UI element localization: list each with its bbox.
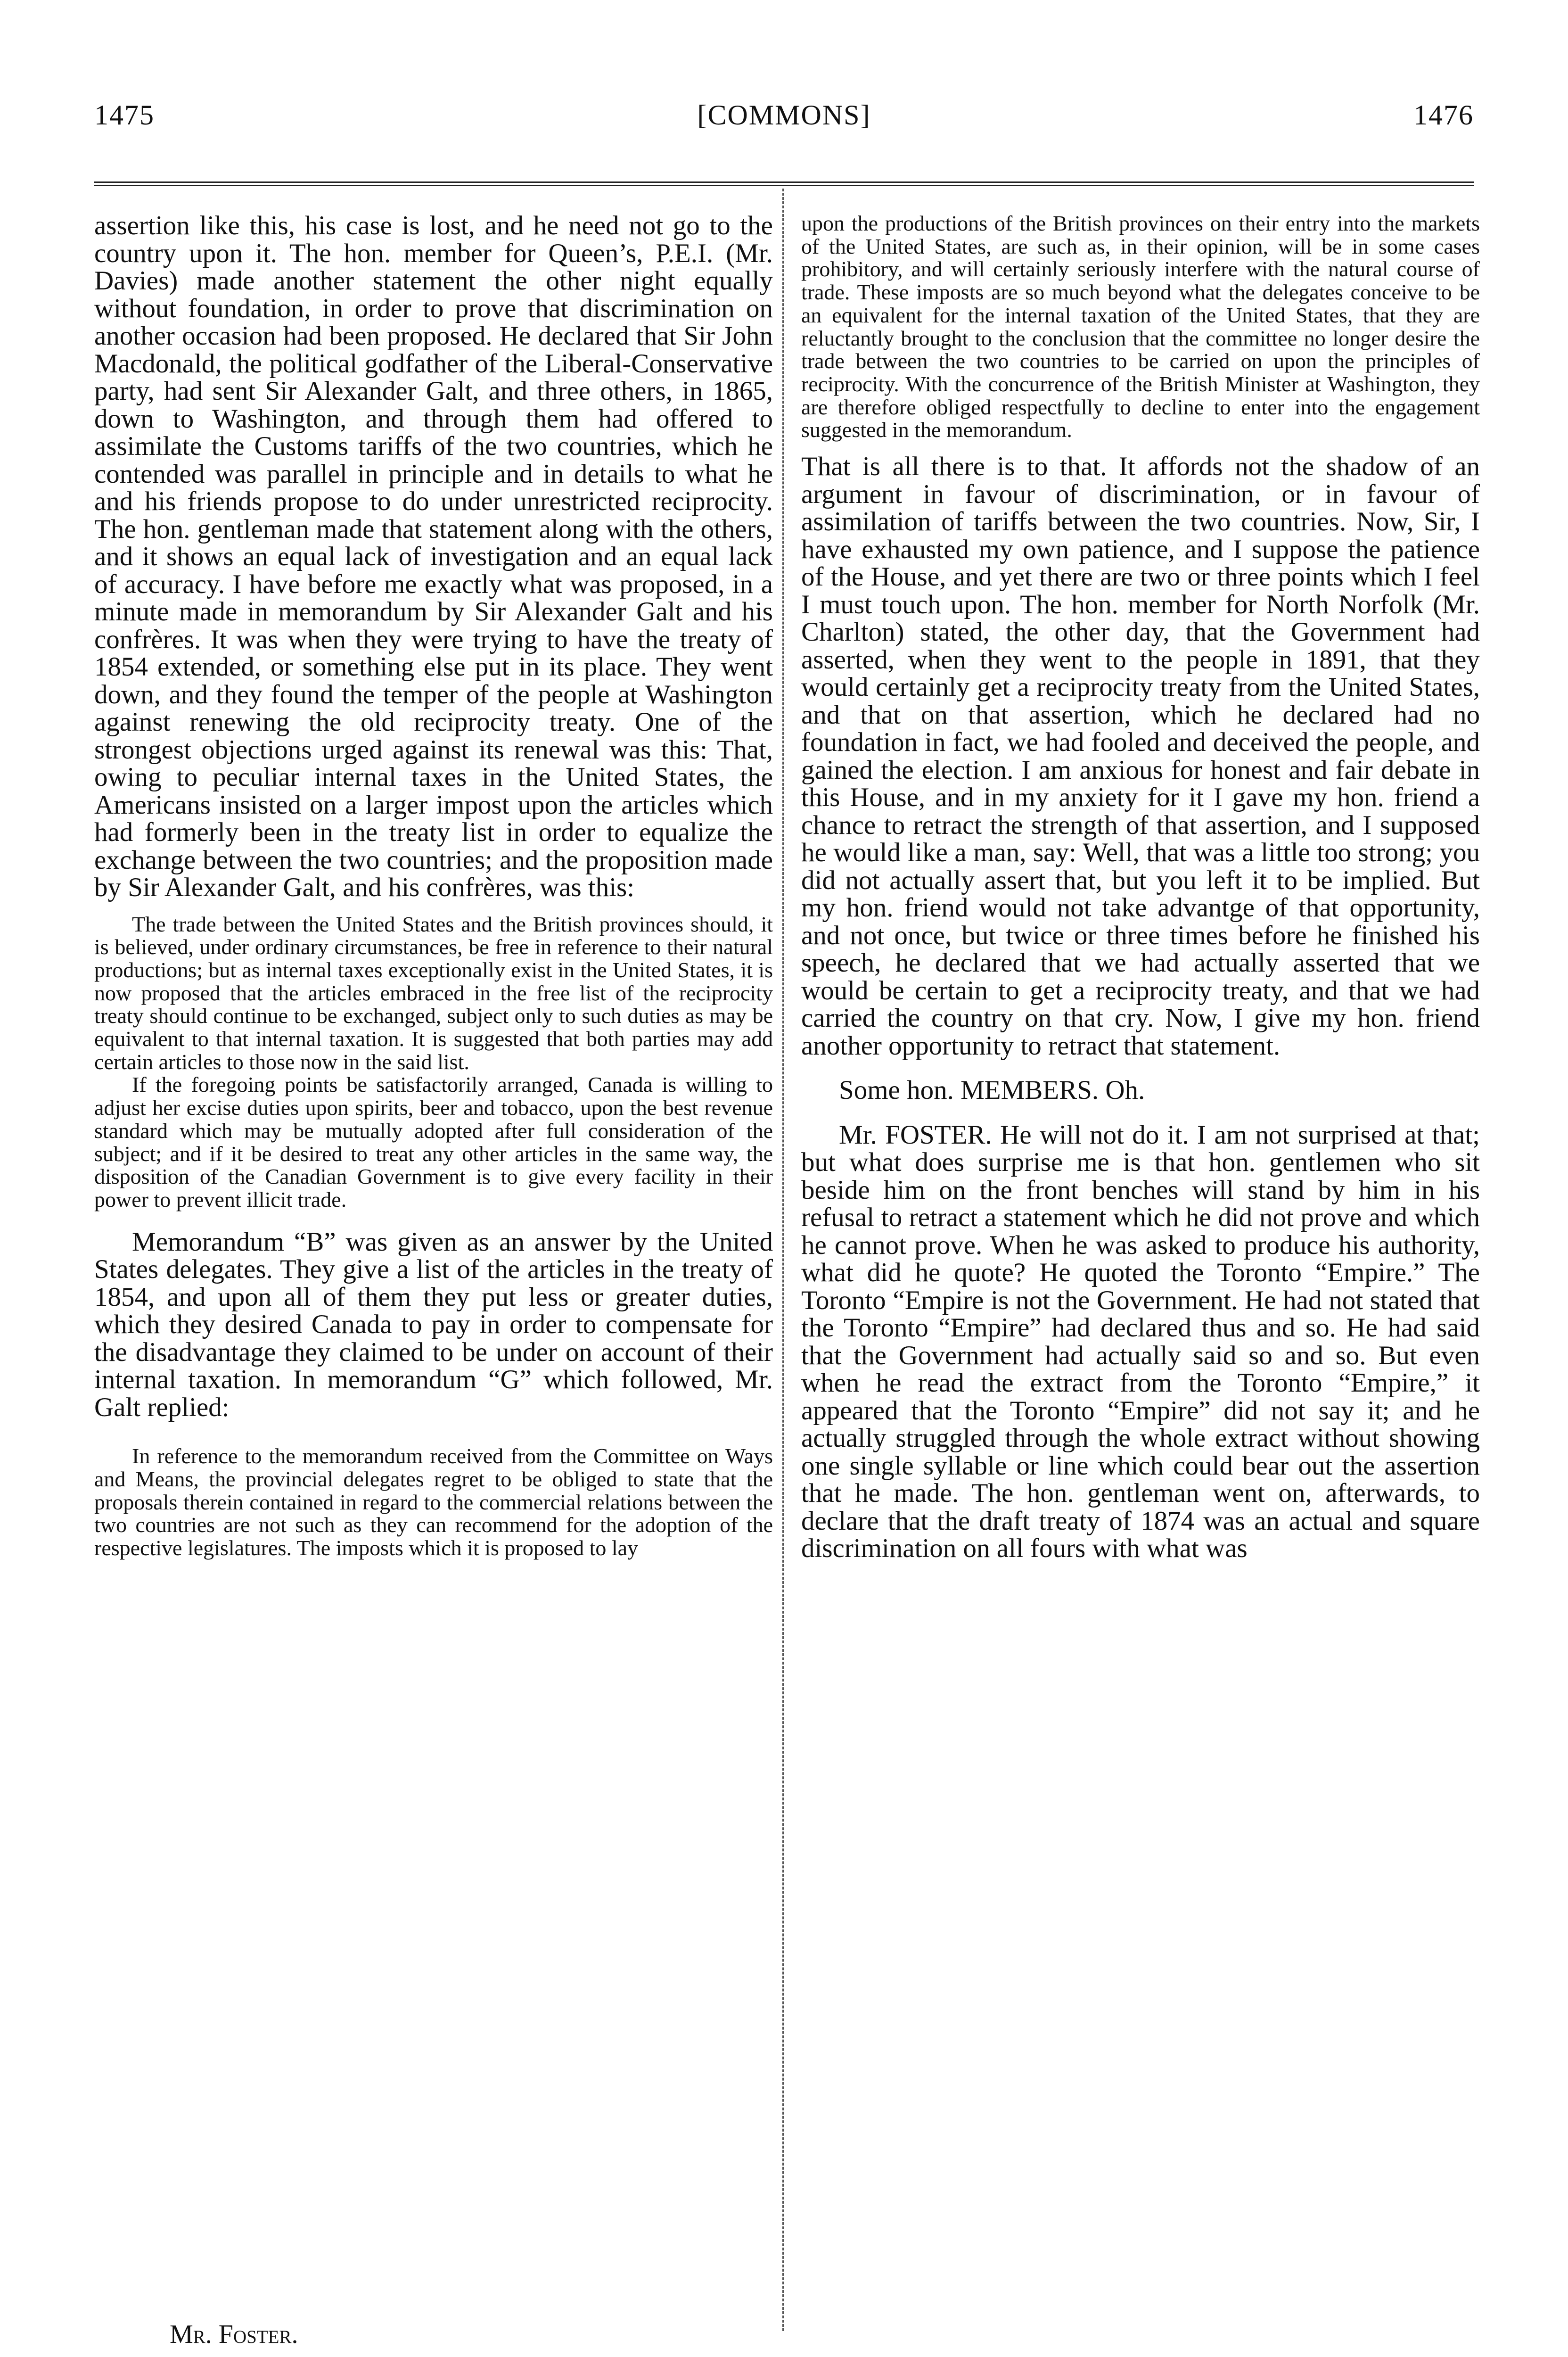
quoted-memorandum: The trade between the United States and the British provinces should, it is believed, under ordinary circumstances, be free in reference to their natural productions; but as internal taxes exceptionally exist in the United States, it is now proposed that the articles embraced in the free list of the reciprocity treaty should continue to be exchanged, subject only to such duties as may be equivalent to that internal taxation. It is suggested that both parties may add certain articles to those now in the said list.	[94, 912, 773, 1074]
page-number-left: 1475	[94, 99, 155, 131]
speech-paragraph: That is all there is to that. It affords not the shadow of an argument in favour of discrimination, or in favour of assimilation of tariffs between the two countries. Now, Sir, I have exhausted my own patience, and I suppose the patience of the House, and yet there are two or three points which I feel I must touch upon. The hon. member for North Norfolk (Mr. Charlton) stated, the other day, that the Government had asserted, when they went to the people in 1891, that they would certainly get a reciprocity treaty from the United States, and that on that assertion, which he declared had no foundation in fact, we had fooled and deceived the people, and gained the election. I am anxious for honest and fair debate in this House, and in my anxiety for it I gave my hon. friend a chance to retract the strength of that assertion, and I supposed he would like a man, say: Well, that was a little too strong; you did not actually assert that, but you left it to be implied. But my hon. friend would not take advantge of that opportunity, and not once, but twice or three times before he finished his speech, he declared that we had actually asserted that we would be certain to get a reciprocity treaty, and that we had carried the country on that cry. Now, I give my hon. friend another opportunity to retract that statement.	[801, 452, 1480, 1061]
page-number-right: 1476	[1413, 99, 1474, 131]
interjection: Some hon. MEMBERS. Oh.	[839, 1075, 1145, 1105]
speech-paragraph: Mr. FOSTER. He will not do it. I am not surprised at that; but what does surprise me is that hon. gentlemen who sit beside him on the front benches will stand by him in his refusal to retract a statement which he did not prove and which he cannot prove. When he was asked to produce his authority, what did he quote? He quoted the Toronto “Empire.” The Toronto “Empire is not the Government. He had not stated that the Toronto “Empire” had declared thus and so. He had said that the Government had actually said so and so. But even when he read the extract from the Toronto “Empire,” it appeared that the Toronto “Empire” did not say it; and he actually struggled through the whole extract without showing one single syllable or line which could bear out the assertion that he made. The hon. gentleman went on, afterwards, to declare that the draft treaty of 1874 was an actual and square discrimination on all fours with what was	[801, 1120, 1480, 1564]
right-column	[801, 212, 1480, 1563]
quoted-memorandum: upon the productions of the British provinces on their entry into the markets of the United States, are such as, in their opinion, will be in some cases prohibitory, and will certainly seriously interfere with the natural course of trade. These imposts are so much beyond what the delegates conceive to be an equivalent for the internal taxation of the United States, that they are reluctantly brought to the conclusion that the committee no longer desire the trade between the two countries to be carried on upon the principles of reciprocity. With the concurrence of the British Minister at Washington, they are therefore obliged respectfully to decline to enter into the engagement suggested in the memorandum.	[801, 211, 1480, 442]
page-title: [COMMONS]	[697, 99, 871, 131]
header-rule	[94, 181, 1474, 183]
column-divider	[782, 189, 784, 2331]
quoted-memorandum: In reference to the memorandum received from the Committee on Ways and Means, the provincial delegates regret to be obliged to state that the proposals therein contained in regard to the commercial relations between the two countries are not such as they can recommend for the adoption of the respective legislatures. The imposts which it is proposed to lay	[94, 1444, 773, 1560]
speech-paragraph: Memorandum “B” was given as an answer by the United States delegates. They give a list of the articles in the treaty of 1854, and upon all of them they put less or greater duties, which they desired Canada to pay in order to compensate for the disadvantage they claimed to be under on account of their internal taxation. In memorandum “G” which followed, Mr. Galt replied:	[94, 1227, 773, 1422]
left-column	[94, 212, 773, 1560]
header-rule-secondary	[94, 185, 1474, 186]
speech-paragraph: assertion like this, his case is lost, and he need not go to the country upon it. The hon. member for Queen’s, P.E.I. (Mr. Davies) made another statement the other night equally without foundation, in order to prove that discrimination on another occasion had been proposed. He declared that Sir John Macdonald, the political godfather of the Liberal-Conservative party, had sent Sir Alexander Galt, and three others, in 1865, down to Washington, and through them had offered to assimilate the Customs tariffs of the two countries, which he contended was parallel in principle and in details to what he and his friends propose to do under unrestricted reciprocity. The hon. gentleman made that statement along with the others, and it shows an equal lack of investigation and an equal lack of accuracy. I have before me exactly what was proposed, in a minute made in memorandum by Sir Alexander Galt and his confrères. It was when they were trying to have the treaty of 1854 extended, or something else put in its place. They went down, and they found the temper of the people at Washington against renewing the old reciprocity treaty. One of the strongest objections urged against its renewal was this: That, owing to peculiar internal taxes in the United States, the Americans insisted on a larger impost upon the articles which had formerly been in the treaty list in order to equalize the exchange between the two countries; and the proposition made by Sir Alexander Galt, and his confrères, was this:	[94, 211, 773, 902]
page-header	[94, 99, 1474, 146]
quoted-memorandum: If the foregoing points be satisfactorily arranged, Canada is willing to adjust her excise duties upon spirits, beer and tobacco, upon the best revenue standard which may be mutually adopted after full consideration of the subject; and if it be desired to treat any other articles in the same way, the disposition of the Canadian Government is to give every facility in their power to prevent illicit trade.	[94, 1072, 773, 1211]
running-speaker-name: Mr. Foster.	[170, 2320, 298, 2349]
